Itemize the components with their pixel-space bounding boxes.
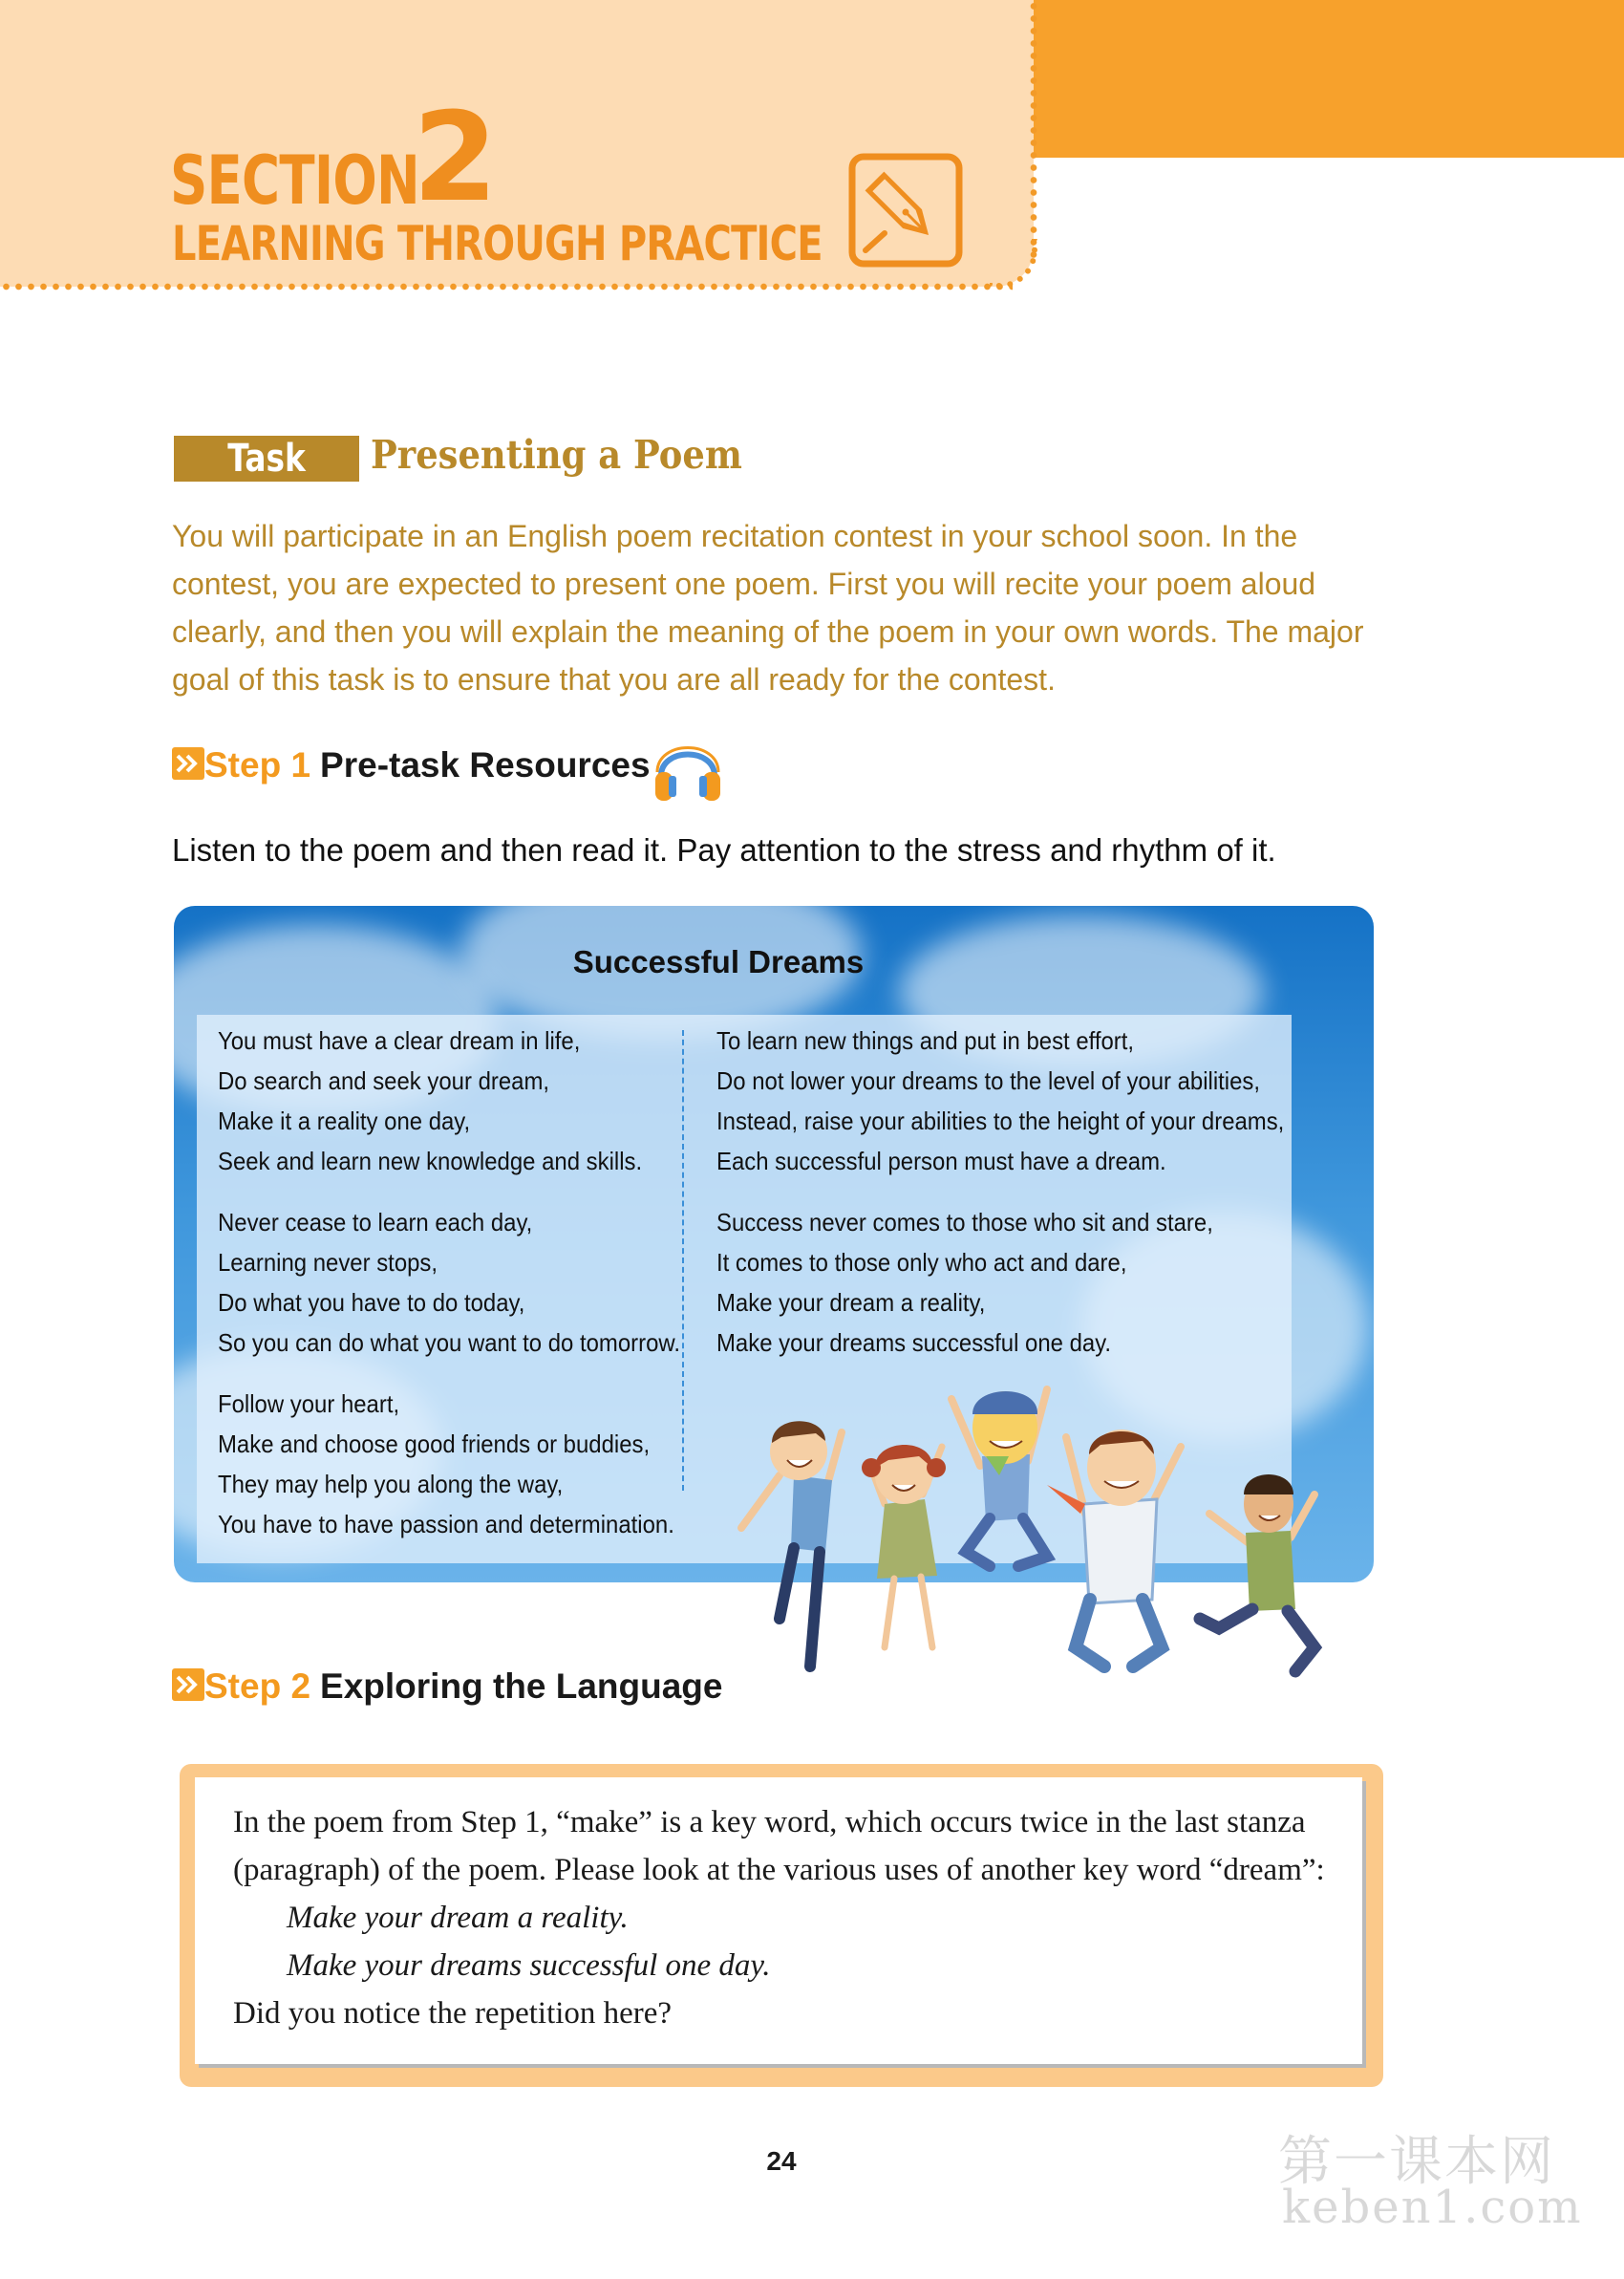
poem-line: Learning never stops, xyxy=(218,1248,438,1277)
language-question: Did you notice the repetition here? xyxy=(233,1996,673,2031)
poem-line: They may help you along the way, xyxy=(218,1470,564,1498)
poem-stanza xyxy=(218,1021,720,1181)
header-dotted-corner xyxy=(990,239,1037,289)
poem-title: Successful Dreams xyxy=(572,944,865,979)
header-dotted-border-right xyxy=(1030,0,1037,258)
poem-stanza xyxy=(716,1202,1334,1363)
jumping-kids-illustration xyxy=(703,1361,1334,1733)
poem-line: Success never comes to those who sit and stare, xyxy=(716,1208,1213,1236)
watermark-cn: 第一课本网 xyxy=(1278,2131,1555,2193)
task-title: Presenting a Poem xyxy=(371,432,742,478)
poem-line: Never cease to learn each day, xyxy=(218,1208,533,1236)
section-number: 2 xyxy=(413,87,499,229)
poem-line: Do search and seek your dream, xyxy=(218,1066,550,1095)
step1-label: Step 1 xyxy=(204,745,311,785)
step2-title: Exploring the Language xyxy=(320,1666,723,1706)
step2-heading xyxy=(172,1663,722,1710)
poem-line: You have to have passion and determination. xyxy=(218,1510,674,1538)
step1-instruction: Listen to the poem and then read it. Pay attention to the stress and rhythm of it. xyxy=(172,832,1276,868)
task-description: You will participate in an English poem recitation contest in your school soon. In the contest, you are expected to present one poem. First you will recite your poem aloud clearly, and then you will explain the meaning of the poem in your own words. The major goal of this task is to ensure that you are all ready for the contest. xyxy=(172,519,1364,697)
step1-title: Pre-task Resources xyxy=(320,745,651,785)
poem-stanza xyxy=(218,1202,720,1363)
poem-line: Make your dreams successful one day. xyxy=(716,1328,1112,1357)
poem-line: Do what you have to do today, xyxy=(218,1288,525,1317)
poem-left-column xyxy=(218,1021,720,1565)
poem-stanza xyxy=(716,1021,1334,1181)
language-example: Make your dreams successful one day. xyxy=(287,1948,771,1983)
kid-figure xyxy=(1200,1474,1314,1671)
double-chevron-icon xyxy=(172,1668,204,1701)
poem-line: Each successful person must have a dream. xyxy=(716,1147,1166,1175)
poem-line: Make your dream a reality, xyxy=(716,1288,986,1317)
page-number: 24 xyxy=(766,2146,797,2176)
language-intro: In the poem from Step 1, “make” is a key word, which occurs twice in the last stanza (paragraph) of the poem. Please look at the various uses of another key word “dream”: xyxy=(233,1805,1325,1887)
header-dotted-border xyxy=(0,283,1013,290)
poem-line: You must have a clear dream in life, xyxy=(218,1026,581,1055)
kid-figure xyxy=(951,1389,1047,1566)
language-box-content xyxy=(195,1777,1362,2064)
poem-line: Follow your heart, xyxy=(218,1389,400,1418)
section-subtitle: LEARNING THROUGH PRACTICE xyxy=(172,216,823,271)
double-chevron-icon xyxy=(172,747,204,780)
step2-label: Step 2 xyxy=(204,1666,311,1706)
poem-stanza xyxy=(218,1384,720,1544)
watermark-en: keben1.com xyxy=(1282,2181,1583,2234)
task-badge: Task One xyxy=(174,436,359,482)
poem-line: It comes to those only who act and dare, xyxy=(716,1248,1127,1277)
pen-icon xyxy=(846,151,965,269)
headphones-icon xyxy=(652,736,724,803)
kid-figure xyxy=(862,1445,946,1647)
language-box xyxy=(180,1764,1383,2087)
poem-line: So you can do what you want to do tomorrow. xyxy=(218,1328,681,1357)
kid-figure xyxy=(741,1421,842,1666)
step1-heading xyxy=(172,742,651,789)
poem-right-column xyxy=(716,1021,1334,1384)
language-example: Make your dream a reality. xyxy=(287,1901,629,1935)
poem-line: Instead, raise your abilities to the height of your dreams, xyxy=(716,1107,1285,1135)
poem-line: To learn new things and put in best effort, xyxy=(716,1026,1135,1055)
poem-line: Make and choose good friends or buddies, xyxy=(218,1430,651,1458)
kid-figure xyxy=(1047,1430,1181,1666)
section-label: SECTION xyxy=(170,141,419,220)
poem-line: Seek and learn new knowledge and skills. xyxy=(218,1147,643,1175)
poem-line: Make it a reality one day, xyxy=(218,1107,471,1135)
poem-line: Do not lower your dreams to the level of your abilities, xyxy=(716,1066,1261,1095)
header-orange-band xyxy=(1034,0,1624,158)
